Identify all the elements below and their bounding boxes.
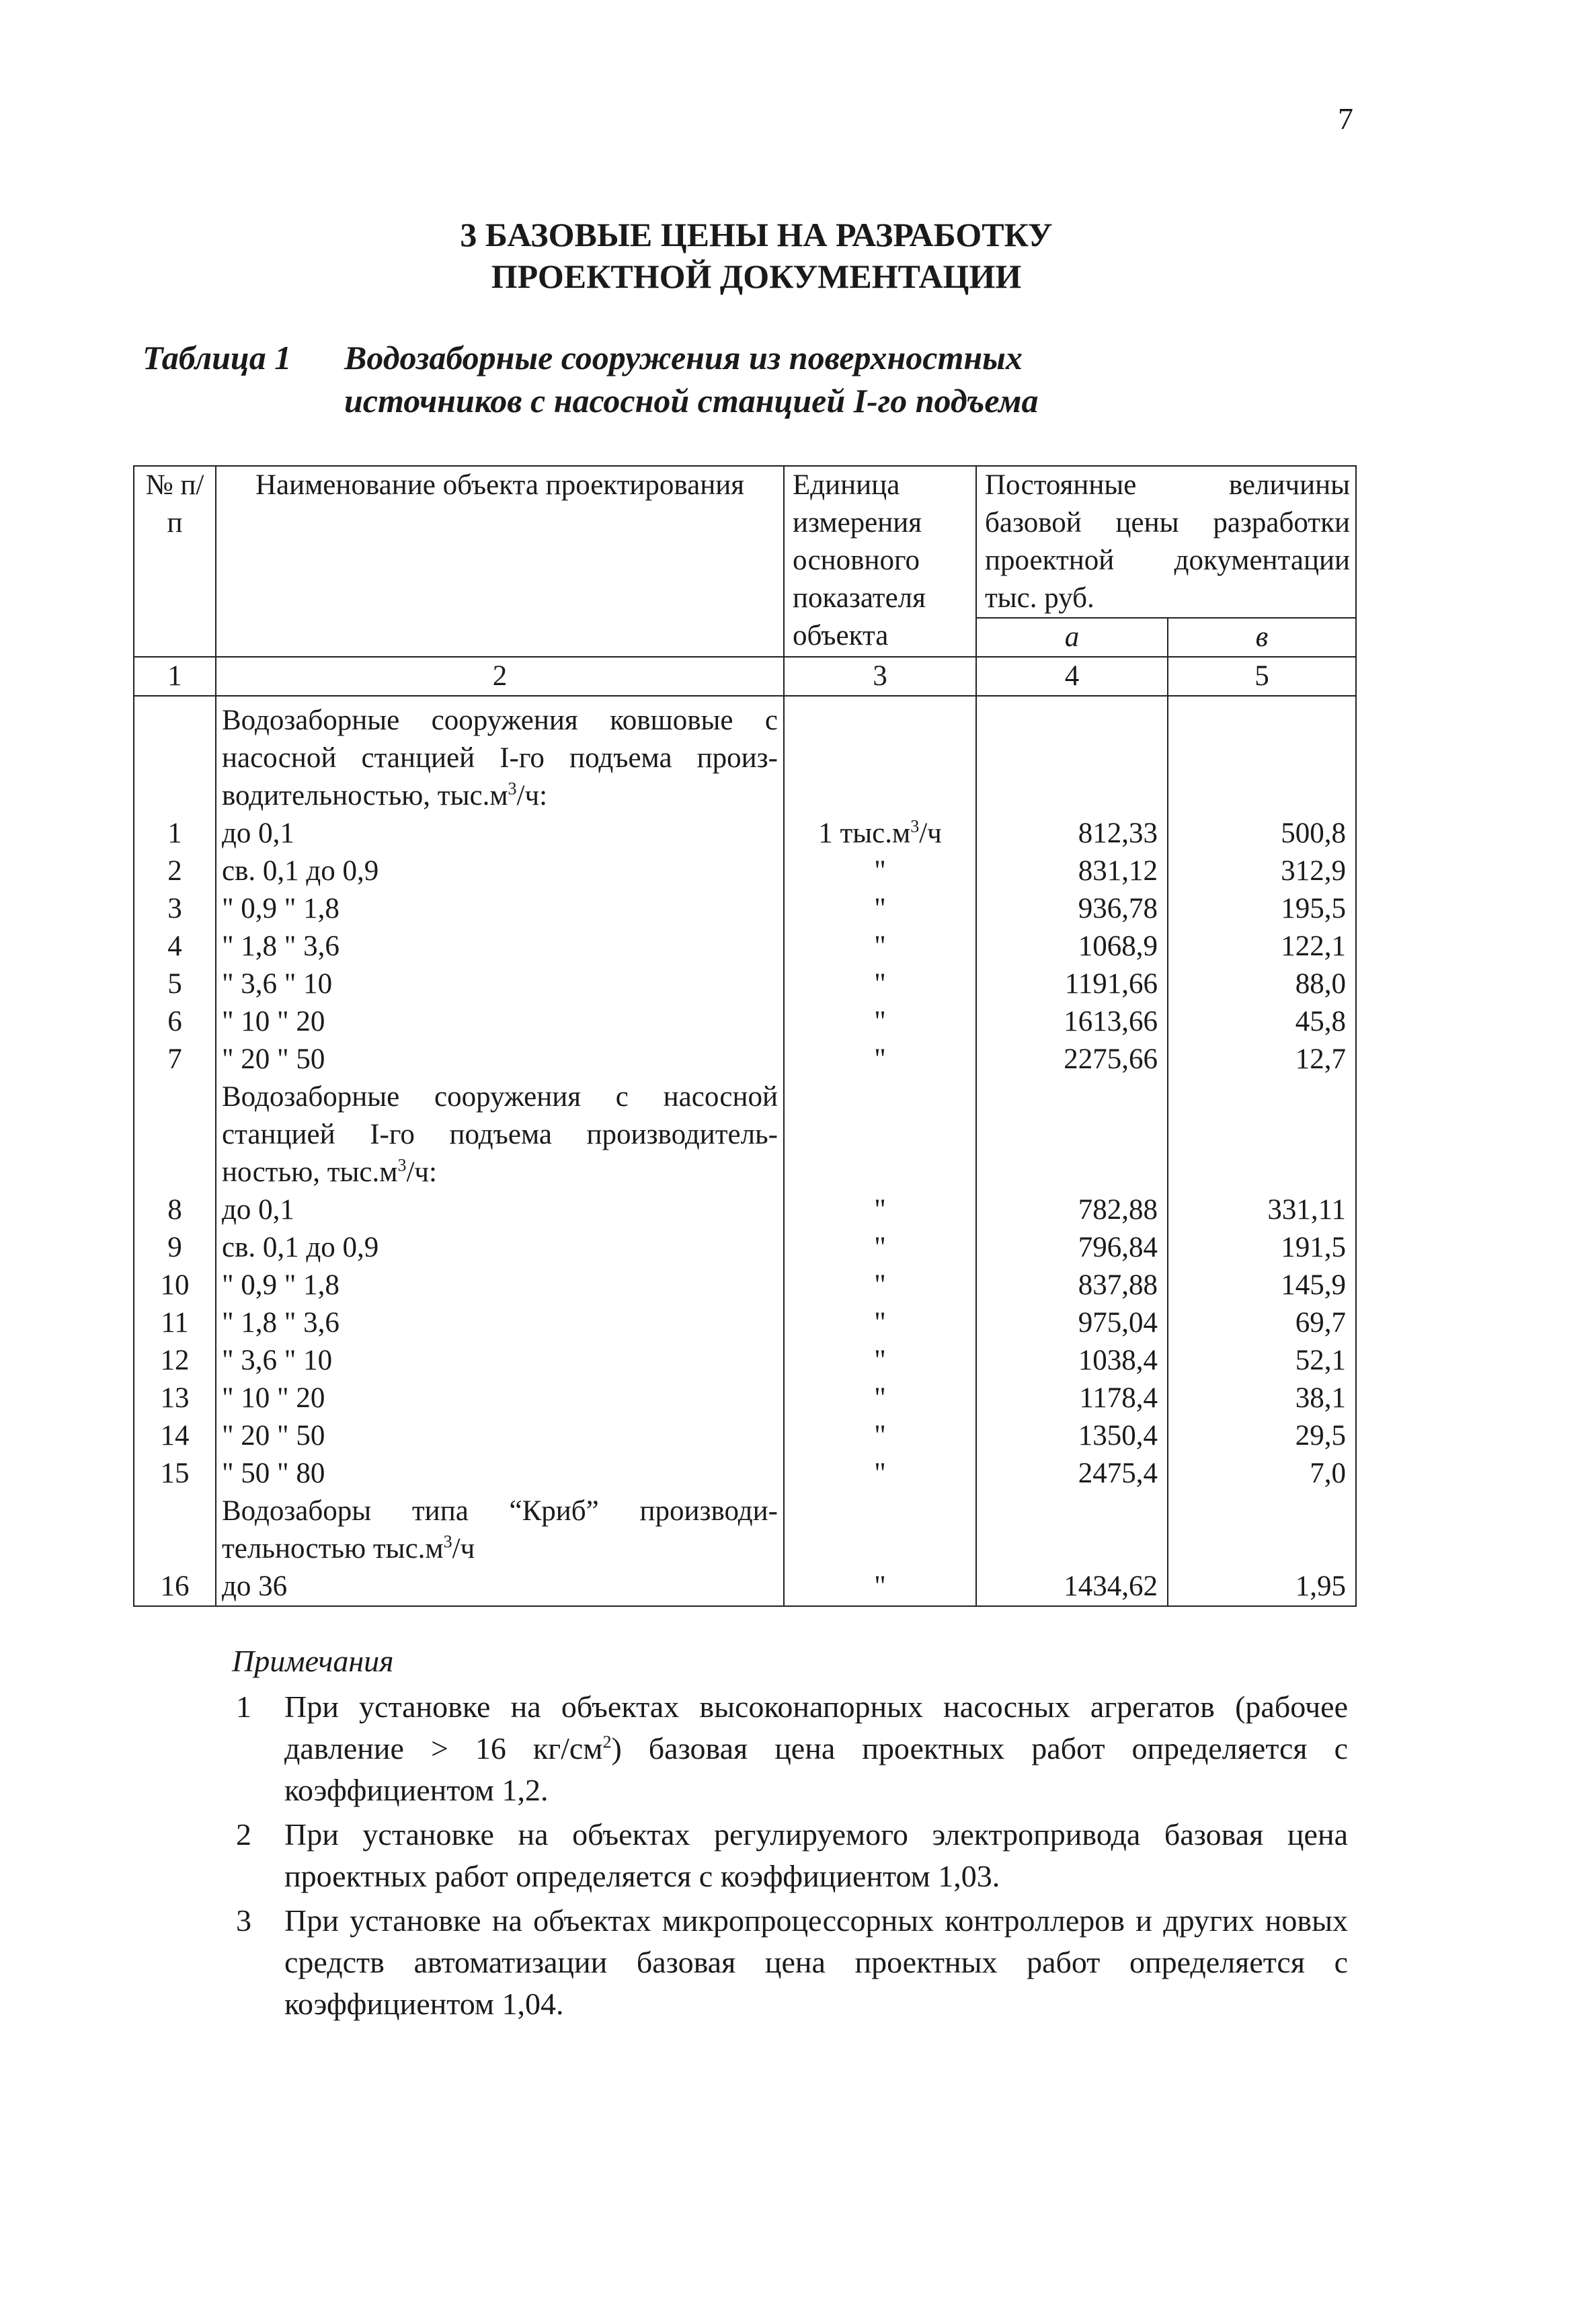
row-num: 8	[134, 1191, 216, 1229]
row-name: св. 0,1 до 0,9	[216, 852, 784, 890]
row-num: 11	[134, 1304, 216, 1342]
row-value-a: 1350,4	[976, 1417, 1168, 1455]
row-num: 6	[134, 1003, 216, 1041]
row-value-a: 837,88	[976, 1267, 1168, 1304]
row-value-a: 1038,4	[976, 1342, 1168, 1380]
price-table	[133, 465, 1357, 1607]
note-text: При установке на объектах регулируемого электропривода базовая цена проектных работ определяется с коэффициентом 1,03.	[284, 1817, 1348, 1893]
notes-section	[232, 1640, 1348, 2028]
row-unit: "	[784, 1568, 976, 1606]
row-num: 2	[134, 852, 216, 890]
column-number: 4	[976, 657, 1168, 696]
row-name: " 3,6 " 10	[216, 1342, 784, 1380]
table-row	[134, 1568, 1356, 1606]
row-num: 5	[134, 965, 216, 1003]
row-value-a: 1434,62	[976, 1568, 1168, 1606]
row-name: до 0,1	[216, 1191, 784, 1229]
row-value-b: 29,5	[1168, 1417, 1356, 1455]
header-num: № п/п	[134, 466, 216, 657]
row-value-a: 1178,4	[976, 1380, 1168, 1417]
group-header-row	[134, 1493, 1356, 1568]
row-value-b: 191,5	[1168, 1229, 1356, 1267]
row-name: " 0,9 " 1,8	[216, 890, 784, 928]
row-unit: "	[784, 1041, 976, 1078]
table-row	[134, 1267, 1356, 1304]
row-value-a: 936,78	[976, 890, 1168, 928]
table-row	[134, 1455, 1356, 1493]
row-num: 1	[134, 815, 216, 852]
note-text: При установке на объектах высоконапорных насосных агрегатов (рабочее давление > 16 $кг/см^2$) базовая цена проектных работ определяется с коэффициентом 1,2.	[284, 1690, 1348, 1807]
group-title: Водозаборные сооружения ковшовые с насосной станцией I-го подъема производительностью, $тыс.м^3/ч$:	[216, 696, 784, 815]
table-title-line-2: источников с насосной станцией I-го подъема	[344, 382, 1039, 420]
row-value-a: 796,84	[976, 1229, 1168, 1267]
table-row	[134, 928, 1356, 965]
header-constants	[976, 466, 1356, 618]
row-value-b: 69,7	[1168, 1304, 1356, 1342]
table-row	[134, 1191, 1356, 1229]
group-title: Водозаборы типа “Криб” производительностью $тыс.м^3/ч$	[216, 1493, 784, 1568]
notes-title: Примечания	[232, 1644, 394, 1678]
header-name: Наименование объекта проектирования	[216, 466, 784, 657]
row-unit: "	[784, 965, 976, 1003]
row-name: " 20 " 50	[216, 1041, 784, 1078]
column-number: 1	[134, 657, 216, 696]
note-item	[232, 1686, 1348, 1811]
header-unit: Единица измерения основного показателя объекта	[784, 466, 976, 657]
table-row	[134, 1417, 1356, 1455]
note-text: При установке на объектах микропроцессорных контроллеров и других новых средств автоматизации базовая цена проектных работ определяется с коэффициентом 1,04.	[284, 1903, 1348, 2021]
row-name: " 1,8 " 3,6	[216, 1304, 784, 1342]
group-title: Водозаборные сооружения с насосной станцией I-го подъема производительностью, $тыс.м^3/ч$:	[216, 1078, 784, 1191]
row-value-a: 975,04	[976, 1304, 1168, 1342]
note-item	[232, 1900, 1348, 2025]
table-row	[134, 1229, 1356, 1267]
row-value-a: 1191,66	[976, 965, 1168, 1003]
group-header-row	[134, 696, 1356, 815]
column-number-row	[134, 657, 1356, 696]
row-name: до 36	[216, 1568, 784, 1606]
row-value-b: 45,8	[1168, 1003, 1356, 1041]
row-unit: "	[784, 1342, 976, 1380]
row-value-a: 1613,66	[976, 1003, 1168, 1041]
table-row	[134, 1003, 1356, 1041]
table-row	[134, 1304, 1356, 1342]
row-unit: "	[784, 1380, 976, 1417]
table-row	[134, 852, 1356, 890]
row-name: " 50 " 80	[216, 1455, 784, 1493]
row-unit: "	[784, 1304, 976, 1342]
table-title	[344, 336, 1353, 422]
note-number: 2	[236, 1817, 251, 1852]
row-unit: "	[784, 1229, 976, 1267]
page-number: 7	[1338, 102, 1353, 136]
row-unit: "	[784, 1191, 976, 1229]
row-num: 16	[134, 1568, 216, 1606]
row-name: " 10 " 20	[216, 1003, 784, 1041]
row-num: 7	[134, 1041, 216, 1078]
heading-line-1: 3 БАЗОВЫЕ ЦЕНЫ НА РАЗРАБОТКУ	[460, 216, 1053, 253]
row-unit: "	[784, 1455, 976, 1493]
section-heading	[229, 214, 1284, 297]
row-name: " 20 " 50	[216, 1417, 784, 1455]
row-unit: "	[784, 928, 976, 965]
row-unit: "	[784, 1267, 976, 1304]
row-num: 10	[134, 1267, 216, 1304]
row-unit: "	[784, 1417, 976, 1455]
column-number: 3	[784, 657, 976, 696]
row-value-b: 122,1	[1168, 928, 1356, 965]
row-value-b: 1,95	[1168, 1568, 1356, 1606]
row-value-b: 7,0	[1168, 1455, 1356, 1493]
row-value-a: 812,33	[976, 815, 1168, 852]
note-number: 3	[236, 1903, 251, 1938]
row-num: 13	[134, 1380, 216, 1417]
column-number: 2	[216, 657, 784, 696]
header-sub-b: в	[1168, 618, 1356, 657]
table-row	[134, 1342, 1356, 1380]
column-number: 5	[1168, 657, 1356, 696]
row-value-b: 38,1	[1168, 1380, 1356, 1417]
table-row	[134, 815, 1356, 852]
row-value-b: 331,11	[1168, 1191, 1356, 1229]
row-value-a: 2475,4	[976, 1455, 1168, 1493]
table-label: Таблица 1	[143, 339, 292, 376]
row-value-b: 312,9	[1168, 852, 1356, 890]
row-name: " 10 " 20	[216, 1380, 784, 1417]
row-value-b: 195,5	[1168, 890, 1356, 928]
row-num: 14	[134, 1417, 216, 1455]
row-name: " 3,6 " 10	[216, 965, 784, 1003]
note-item	[232, 1814, 1348, 1897]
row-unit: "	[784, 890, 976, 928]
table-body	[134, 696, 1356, 1606]
row-unit: 1 $тыс.м^3/ч$	[784, 815, 976, 852]
table-row	[134, 1041, 1356, 1078]
row-num: 4	[134, 928, 216, 965]
table-row	[134, 1380, 1356, 1417]
row-unit: "	[784, 852, 976, 890]
group-header-row	[134, 1078, 1356, 1191]
table-row	[134, 965, 1356, 1003]
row-value-b: 88,0	[1168, 965, 1356, 1003]
header-sub-a: а	[976, 618, 1168, 657]
row-num: 3	[134, 890, 216, 928]
row-name: до 0,1	[216, 815, 784, 852]
row-name: св. 0,1 до 0,9	[216, 1229, 784, 1267]
row-value-b: 145,9	[1168, 1267, 1356, 1304]
row-name: " 1,8 " 3,6	[216, 928, 784, 965]
row-value-a: 1068,9	[976, 928, 1168, 965]
row-value-a: 2275,66	[976, 1041, 1168, 1078]
heading-line-2: ПРОЕКТНОЙ ДОКУМЕНТАЦИИ	[491, 257, 1022, 295]
header-constants-unit: тыс. руб.	[985, 582, 1094, 614]
row-num: 9	[134, 1229, 216, 1267]
row-num: 12	[134, 1342, 216, 1380]
table-row	[134, 890, 1356, 928]
row-num: 15	[134, 1455, 216, 1493]
table-title-line-1: Водозаборные сооружения из поверхностных	[344, 339, 1023, 376]
row-value-b: 500,8	[1168, 815, 1356, 852]
header-constants-text: Постоянные величины базовой цены разработки проектной документации	[985, 469, 1350, 576]
row-name: " 0,9 " 1,8	[216, 1267, 784, 1304]
note-number: 1	[236, 1690, 251, 1724]
row-value-a: 782,88	[976, 1191, 1168, 1229]
row-value-b: 52,1	[1168, 1342, 1356, 1380]
row-value-a: 831,12	[976, 852, 1168, 890]
row-value-b: 12,7	[1168, 1041, 1356, 1078]
row-unit: "	[784, 1003, 976, 1041]
